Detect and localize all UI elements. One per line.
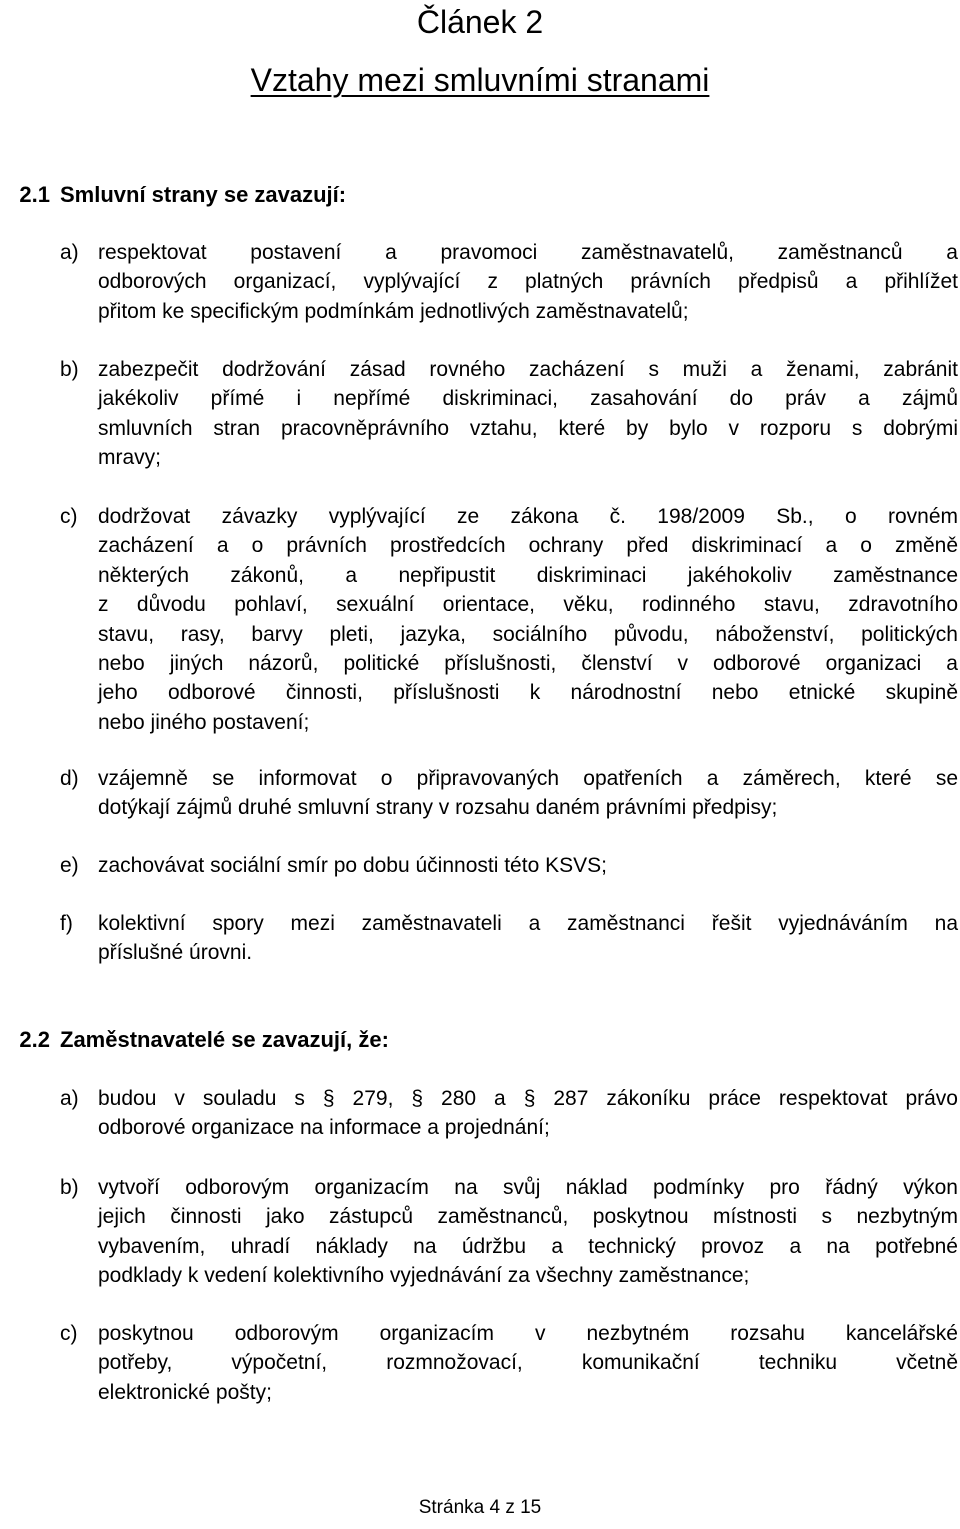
list-item-label: a) xyxy=(60,1087,79,1110)
list-item xyxy=(60,851,958,880)
list-item-label: f) xyxy=(60,912,73,935)
article-heading: Článek 2 xyxy=(416,4,544,40)
list-item-line: kolektivní spory mezi zaměstnavateli a zaměstnanci řešit vyjednáváním na xyxy=(98,912,958,935)
list-item xyxy=(60,1084,958,1143)
list-item-line: přitom ke specifickým podmínkám jednotlivých zaměstnavatelů; xyxy=(98,299,689,323)
list-item-line: některých zákonů, a nepřipustit diskriminaci jakéhokoliv zaměstnance xyxy=(98,563,958,587)
list-item-label: b) xyxy=(60,358,79,381)
list-item xyxy=(60,502,958,737)
list-item-line: vybavením, uhradí náklady na údržbu a technický provoz a na potřebné xyxy=(98,1234,958,1258)
list-item-line: jejich činnosti jako zástupců zaměstnanců, poskytnou místnosti s nezbytným xyxy=(98,1205,958,1229)
section-title: Smluvní strany se zavazují: xyxy=(60,182,347,207)
list-item xyxy=(60,1319,958,1407)
list-item-line: budou v souladu s § 279, § 280 a § 287 zákoníku práce respektovat právo xyxy=(98,1087,958,1110)
list-item-line: odborové organizace na informace a projednání; xyxy=(98,1116,550,1140)
list-item-line: z důvodu pohlaví, sexuální orientace, věku, rodinného stavu, zdravotního xyxy=(98,593,958,617)
page-number: Stránka 4 z 15 xyxy=(418,1497,542,1518)
list-item-label: e) xyxy=(60,854,79,877)
section-title: Zaměstnavatelé se zavazují, že: xyxy=(60,1027,389,1052)
list-item-label: b) xyxy=(60,1176,79,1199)
list-item-line: vzájemně se informovat o připravovaných opatřeních a záměrech, které se xyxy=(98,767,958,790)
list-item-label: c) xyxy=(60,1322,78,1345)
list-item-line: vytvoří odborovým organizacím na svůj náklad podmínky pro řádný výkon xyxy=(98,1176,958,1199)
section-number: 2.1 xyxy=(19,182,50,207)
list-item-line: podklady k vedení kolektivního vyjednávání za všechny zaměstnance; xyxy=(98,1264,750,1288)
list-item-line: dotýkají zájmů druhé smluvní strany v rozsahu daném právními předpisy; xyxy=(98,796,778,820)
list-item-line: odborových organizací, vyplývající z platných právních předpisů a přihlížet xyxy=(98,270,958,294)
list-item-line: mravy; xyxy=(98,446,161,470)
list-item xyxy=(60,355,958,473)
list-item-line: dodržovat závazky vyplývající ze zákona č. 198/2009 Sb., o rovném xyxy=(98,505,958,528)
list-item-line: zachovávat sociální smír po dobu účinnosti této KSVS; xyxy=(98,854,607,877)
list-item xyxy=(60,764,958,823)
list-item-label: c) xyxy=(60,505,78,528)
list-item-line: zacházení a o právních prostředcích ochrany před diskriminací a o změně xyxy=(98,534,958,558)
list-item-line: potřeby, výpočetní, rozmnožovací, komunikační techniku včetně xyxy=(98,1351,958,1375)
list-item-line: zabezpečit dodržování zásad rovného zacházení s muži a ženami, zabránit xyxy=(98,358,958,381)
list-item-line: nebo jiného postavení; xyxy=(98,710,310,734)
section-number: 2.2 xyxy=(19,1027,50,1052)
list-item-line: smluvních stran pracovněprávního vztahu, které by bylo v rozporu s dobrými xyxy=(98,416,958,440)
list-item-line: jeho odborové činnosti, příslušnosti k národnostní nebo etnické skupině xyxy=(98,681,958,705)
list-item-line: respektovat postavení a pravomoci zaměstnavatelů, zaměstnanců a xyxy=(98,241,958,264)
list-item-line: poskytnou odborovým organizacím v nezbytném rozsahu kancelářské xyxy=(98,1322,958,1345)
list-item-line: stavu, rasy, barvy pleti, jazyka, sociálního původu, náboženství, politických xyxy=(98,622,958,646)
list-item-label: d) xyxy=(60,767,79,790)
list-item-label: a) xyxy=(60,241,79,264)
list-item xyxy=(60,909,958,968)
list-item xyxy=(60,238,958,326)
article-subtitle: Vztahy mezi smluvními stranami xyxy=(250,62,710,98)
list-item-line: elektronické pošty; xyxy=(98,1380,272,1404)
list-item-line: příslušné úrovni. xyxy=(98,941,253,965)
list-item-line: jakékoliv přímé i nepřímé diskriminaci, zasahování do práv a zájmů xyxy=(98,387,958,411)
list-item xyxy=(60,1173,958,1291)
list-item-line: nebo jiných názorů, politické příslušnosti, členství v odborové organizaci a xyxy=(98,652,958,676)
